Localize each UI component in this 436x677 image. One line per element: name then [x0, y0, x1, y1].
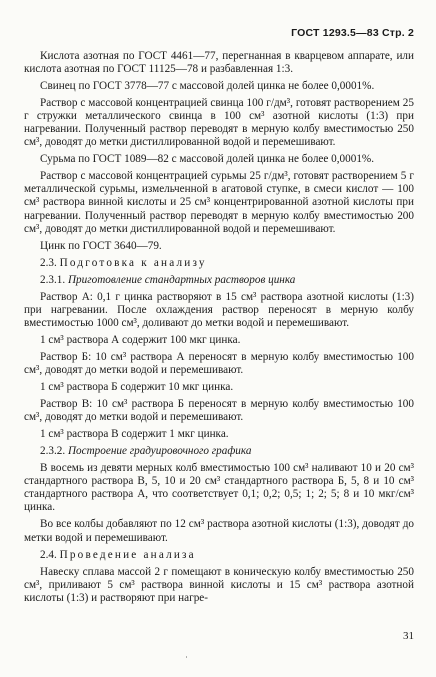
- paragraph: В восемь из девяти мерных колб вместимостью 100 см³ наливают 10 и 20 см³ стандартного раствора В, 5, 10 и 20 см³ стандартного раствора Б, 5, 8 и 10 см³ стандартного раствора А, что соответствует 0,1; 0,2; 0,5; 1; 2; 5; 8 и 10 мкг/см³ цинка.: [24, 462, 414, 514]
- section-heading: [24, 549, 414, 562]
- paragraph: Свинец по ГОСТ 3778—77 с массовой долей цинка не более 0,0001%.: [40, 80, 375, 93]
- page-header: ГОСТ 1293.5—83 Стр. 2: [291, 27, 414, 39]
- subsection-number: 2.3.1.: [40, 273, 66, 286]
- paragraph: Цинк по ГОСТ 3640—79.: [40, 239, 162, 252]
- paragraph: 1 см³ раствора Б содержит 10 мкг цинка.: [40, 381, 234, 394]
- subsection-title: Построение градуировочного графика: [67, 445, 252, 458]
- section-number: 2.4.: [40, 548, 57, 561]
- paragraph: Раствор с массовой концентрацией сурьмы 25 г/дм³, готовят растворением 5 г металлической сурьмы, измельченной в агатовой ступке, в смеси кислот — 100 см³ раствора винной кислоты и 25 см³ концентрированной азотной кислоты при нагревании. Полученный раствор переводят в мерную колбу вместимостью 200 см³, доводят до метки дистиллированной водой и перемешивают.: [24, 170, 414, 235]
- subsection-heading: [24, 445, 414, 458]
- paragraph: Раствор Б: 10 см³ раствора А переносят в мерную колбу вместимостью 100 см³, доводят до метки водой и перемешивают.: [24, 350, 414, 376]
- paragraph: Во все колбы добавляют по 12 см³ раствора азотной кислоты (1:3), доводят до метки водой и перемешивают.: [24, 518, 414, 544]
- document-body: [24, 50, 414, 609]
- subsection-title: Приготовление стандартных растворов цинка: [67, 273, 296, 286]
- scan-speck: ˙: [185, 655, 188, 665]
- section-heading: [24, 257, 414, 270]
- section-title: Подготовка к анализу: [59, 256, 207, 269]
- page-number: 31: [403, 630, 414, 642]
- subsection-number: 2.3.2.: [40, 445, 66, 458]
- paragraph: Раствор с массовой концентрацией свинца 100 г/дм³, готовят растворением 25 г стружки металлического свинца в 100 см³ азотной кислоты (1:3) при нагревании. Полученный раствор переводят в мерную колбу вместимостью 250 см³, доводят до метки дистиллированной водой и перемешивают.: [24, 97, 414, 149]
- subsection-heading: [24, 274, 414, 287]
- paragraph: Раствор В: 10 см³ раствора Б переносят в мерную колбу вместимостью 100 см³, доводят до метки водой и перемешивают.: [24, 398, 414, 424]
- paragraph: Навеску сплава массой 2 г помещают в коническую колбу вместимостью 250 см³, приливают 5 см³ раствора винной кислоты и 15 см³ раствора азотной кислоты (1:3) и растворяют при нагре-: [24, 565, 414, 604]
- section-title: Проведение анализа: [59, 548, 196, 561]
- paragraph: 1 см³ раствора А содержит 100 мкг цинка.: [40, 333, 241, 346]
- paragraph: 1 см³ раствора В содержит 1 мкг цинка.: [40, 428, 229, 441]
- paragraph: Кислота азотная по ГОСТ 4461—77, перегнанная в кварцевом аппарате, или кислота азотная по ГОСТ 11125—78 и разбавленная 1:3.: [24, 50, 414, 76]
- section-number: 2.3.: [40, 256, 57, 269]
- paragraph: Раствор А: 0,1 г цинка растворяют в 15 см³ раствора азотной кислоты (1:3) при нагревании. После охлаждения раствор переносят в мерную колбу вместимостью 1000 см³, доливают до метки водой и перемешивают.: [24, 290, 414, 329]
- paragraph: Сурьма по ГОСТ 1089—82 с массовой долей цинка не более 0,0001%.: [40, 153, 375, 166]
